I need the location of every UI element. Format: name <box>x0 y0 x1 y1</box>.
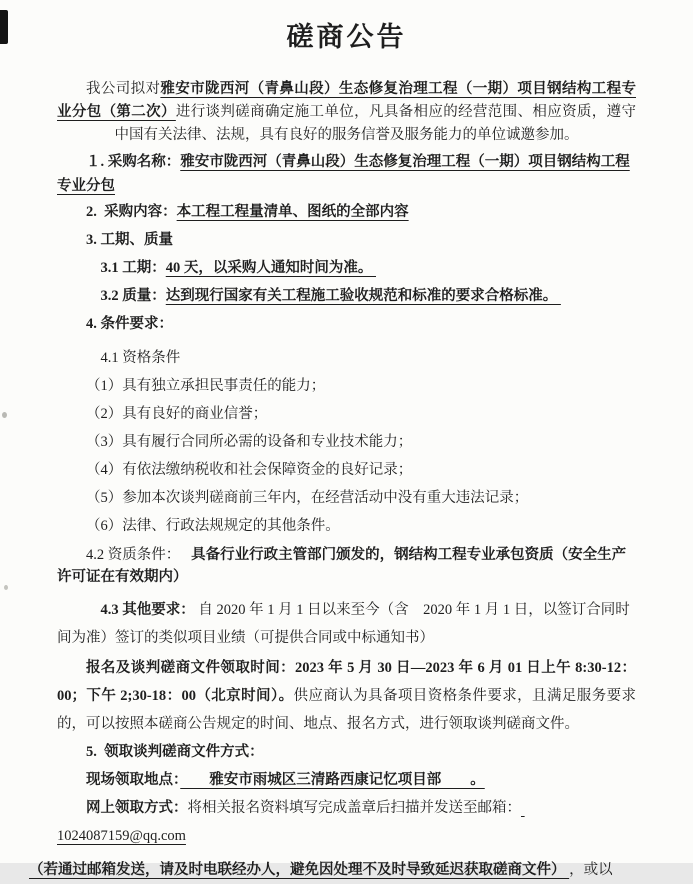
condition-4: （4）有依法缴纳税收和社会保障资金的良好记录； <box>86 462 413 478</box>
item-1-procurement-name <box>57 150 636 198</box>
intro-post-text: 进行谈判磋商确定施工单位，凡具备相应的经营范围、相应资质，遵守中国有关法律、法规，具有良好的服务信誉及服务能力的单位诚邀参加。 <box>114 104 636 143</box>
condition-5: （5）参加本次谈判磋商前三年内，在经营活动中没有重大违法记录； <box>86 490 529 506</box>
condition-2: （2）具有良好的商业信誉； <box>86 406 268 422</box>
condition-3: （3）具有履行合同所必需的设备和专业技术能力； <box>86 434 413 450</box>
item-4-1-heading: 4.1 资格条件 <box>100 350 181 366</box>
page-title: 磋商公告 <box>286 22 407 52</box>
item-4-3-other-requirements <box>57 596 636 652</box>
online-pickup-label: 网上领取方式： <box>86 800 188 816</box>
signup-time-paragraph <box>57 654 636 738</box>
signup-time-rest: 供应商认为具备项目资格条件要求，且满足服务要求的，可以按照本磋商公告规定的时间、地点、报名方式，进行领取谈判磋商文件。 <box>57 688 637 732</box>
item-3-1-duration <box>57 254 636 282</box>
item-4-2-value: 具备行业行政主管部门颁发的，钢结构工程专业承包资质（安全生产许可证在有效期内） <box>57 547 627 585</box>
item-3-1-label: 3.1 工期： <box>100 260 166 276</box>
item-4-2-label: 4.2 资质条件： <box>86 547 192 563</box>
item-1-label: １. 采购名称： <box>86 154 181 170</box>
signup-time-bold: 报名及谈判磋商文件领取时间：2023 年 5 月 30 日—2023 年 6 月 01 日上午 8:30-12：00；下午 2;30-18：00（北京时间）。 <box>57 660 636 704</box>
item-2-label: 2. 采购内容： <box>86 204 177 220</box>
item-2-value: 本工程工程量清单、图纸的全部内容 <box>176 204 409 220</box>
onsite-pickup-label: 现场领取地点： <box>86 772 181 788</box>
intro-paragraph <box>57 78 636 147</box>
onsite-pickup-line <box>57 766 636 794</box>
item-4-heading: 4. 条件要求： <box>86 316 173 332</box>
item-4-2-qualification <box>57 544 636 588</box>
item-3-heading: 3. 工期、质量 <box>86 232 173 248</box>
intro-project-name: 雅安市陇西河（青鼻山段）生态修复治理工程（一期）项目钢结构工程专业分包（第二次） <box>57 81 636 120</box>
item-2-procurement-content <box>57 198 636 226</box>
item-1-value: 雅安市陇西河（青鼻山段）生态修复治理工程（一期）项目钢结构工程专业分包 <box>57 154 630 194</box>
online-pickup-text: 将相关报名资料填写完成盖章后扫描并发送至邮箱： <box>187 800 521 816</box>
item-3-1-value: 40 天，以采购人通知时间为准。 <box>165 260 376 276</box>
condition-6: （6）法律、行政法规规定的其他条件。 <box>86 518 340 534</box>
item-3-2-quality <box>57 282 636 310</box>
online-pickup-email: 1024087159@qq.com <box>57 800 525 844</box>
item-4-3-label: 4.3 其他要求： <box>100 602 199 618</box>
intro-pre-text: 我公司拟对 <box>86 81 161 97</box>
online-pickup-note-line <box>29 856 636 884</box>
item-5-heading: 5. 领取谈判磋商文件方式： <box>86 744 264 760</box>
condition-1: （1）具有独立承担民事责任的能力； <box>86 378 326 394</box>
item-3-2-value: 达到现行国家有关工程施工验收规范和标准的要求合格标准。 <box>165 288 561 304</box>
online-pickup-line <box>57 794 636 850</box>
online-pickup-tail: ，或以 <box>569 862 613 878</box>
online-pickup-note: （若通过邮箱发送，请及时电联经办人，避免因处理不及时导致延迟获取磋商文件） <box>29 862 570 878</box>
onsite-pickup-address: 雅安市雨城区三清路西康记忆项目部 。 <box>180 772 485 788</box>
item-4-3-value: 自 2020 年 1 月 1 日以来至今（含 2020 年 1 月 1 日，以签订合同时间为准）签订的类似项目业绩（可提供合同或中标通知书） <box>57 602 630 646</box>
item-3-2-label: 3.2 质量： <box>100 288 166 304</box>
